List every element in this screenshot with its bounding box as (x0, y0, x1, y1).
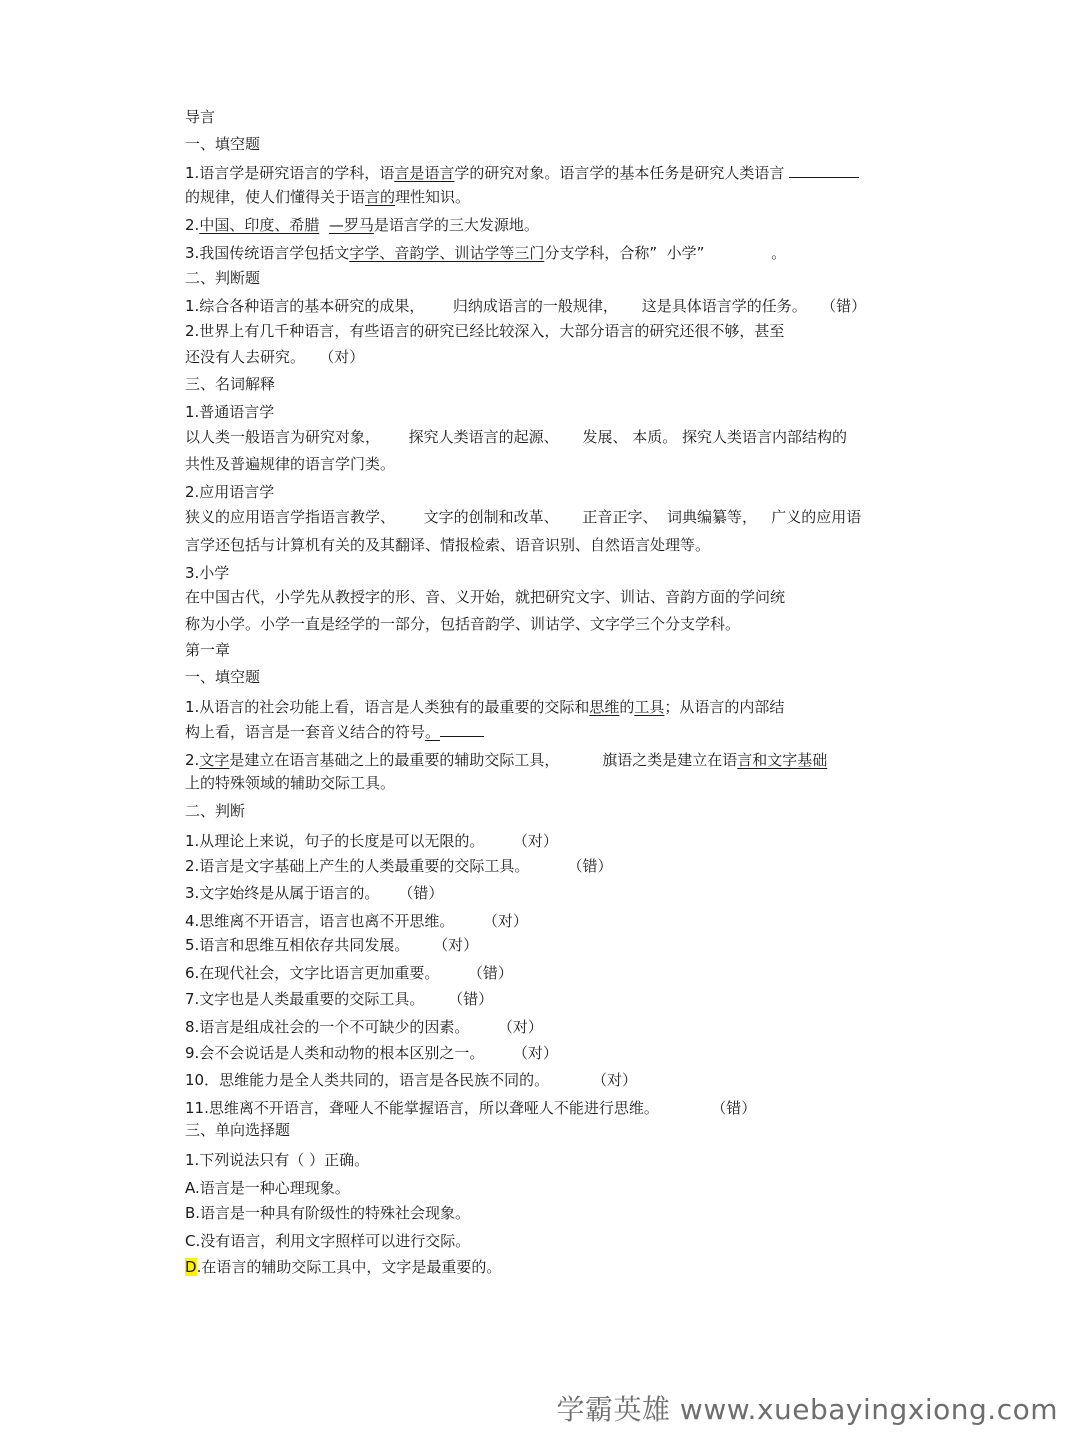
term-name-2: 2.应用语言学 (185, 483, 275, 501)
ch1-fill-1 (185, 697, 784, 717)
choice-option-d (185, 1257, 501, 1277)
fill-blank (440, 722, 484, 737)
text: 学的研究对象。语言学的基本任务是研究人类语言 (454, 164, 785, 182)
intro-fill-1 (185, 163, 859, 183)
text: 构上看，语言是一套音义结合的符号 (185, 723, 426, 741)
text: 2. (185, 216, 200, 234)
underlined-text: 工具 (634, 698, 665, 716)
underlined-text: 言的 (365, 188, 396, 206)
intro-judge-2-cont: 还没有人去研究。 （对） (185, 348, 365, 366)
intro-fill-heading: 一、填空题 (185, 135, 261, 153)
fill-blank (789, 163, 859, 178)
intro-fill-3 (185, 243, 786, 263)
term-def-1-cont: 共性及普遍规律的语言学门类。 (185, 455, 396, 473)
text: ；从语言的内部结 (664, 698, 785, 716)
ch1-judge-9: 9.会不会说话是人类和动物的根本区别之一。 （对） (185, 1044, 558, 1062)
text: 2. (185, 751, 200, 769)
text: .在语言的辅助交际工具中，文字是最重要的。 (196, 1258, 502, 1276)
ch1-judge-2: 2.语言是文字基础上产生的人类最重要的交际工具。 （错） (185, 857, 613, 875)
ch1-fill-heading: 一、填空题 (185, 668, 261, 686)
term-name-1: 1.普通语言学 (185, 403, 275, 421)
text: 是建立在语言基础之上的最重要的辅助交际工具， 旗语之类是建立在语 (229, 751, 738, 769)
term-def-3: 在中国古代，小学先从教授字的形、音、义开始，就把研究文字、训诂、音韵方面的学问统 (185, 588, 786, 606)
underlined-text: 思维 (589, 698, 620, 716)
intro-judge-1: 1.综合各种语言的基本研究的成果， 归纳成语言的一般规律， 这是具体语言学的任务。 （错） (185, 297, 867, 315)
intro-judge-heading: 二、判断题 (185, 269, 261, 287)
underlined-text: 字学、音韵学、训诂学等三门 (349, 244, 545, 262)
text: 的 (619, 698, 635, 716)
term-def-2: 狭义的应用语言学指语言教学、 文字的创制和改革、 正音正字、 词典编纂等， 广义的应用语 (185, 508, 862, 526)
underlined-text: 文字 (199, 751, 230, 769)
choice-option-b: B.语言是一种具有阶级性的特殊社会现象。 (185, 1204, 471, 1222)
choice-option-a: A.语言是一种心理现象。 (185, 1179, 350, 1197)
ch1-fill-2 (185, 750, 827, 770)
ch1-judge-10: 10．思维能力是全人类共同的，语言是各民族不同的。 （对） (185, 1071, 638, 1089)
term-name-3: 3.小学 (185, 564, 230, 582)
ch1-judge-4: 4.思维离不开语言，语言也离不开思维。 （对） (185, 912, 528, 930)
intro-term-heading: 三、名词解释 (185, 375, 276, 393)
ch1-judge-1: 1.从理论上来说，句子的长度是可以无限的。 （对） (185, 832, 558, 850)
intro-judge-2: 2.世界上有几千种语言，有些语言的研究已经比较深入，大部分语言的研究还很不够，甚至 (185, 322, 785, 340)
term-def-1: 以人类一般语言为研究对象， 探究人类语言的起源、 发展、 本质。 探究人类语言内部结构的 (185, 428, 847, 446)
text: 理性知识。 (395, 188, 471, 206)
ch1-judge-5: 5.语言和思维互相依存共同发展。 （对） (185, 936, 479, 954)
ch1-judge-8: 8.语言是组成社会的一个不可缺少的因素。 （对） (185, 1018, 543, 1036)
underlined-text: 言和文字基础 (737, 751, 828, 769)
text: 是语言学的三大发源地。 (373, 216, 539, 234)
ch1-fill-1-cont (185, 722, 484, 742)
underlined-text: 。 (425, 723, 441, 741)
ch1-judge-3: 3.文字始终是从属于语言的。 （错） (185, 884, 444, 902)
text: 1.语言学是研究语言的学科，语 (185, 164, 395, 182)
section-title-intro: 导言 (185, 108, 216, 126)
ch1-choice-heading: 三、单向选择题 (185, 1121, 291, 1139)
section-title-chapter1: 第一章 (185, 641, 231, 659)
text: 分支学科，合称” 小学” (544, 244, 705, 262)
ch1-judge-7: 7.文字也是人类最重要的交际工具。 （错） (185, 990, 494, 1008)
text: 。 (771, 244, 787, 262)
ch1-judge-11: 11.思维离不开语言，聋哑人不能掌握语言，所以聋哑人不能进行思维。 （错） (185, 1099, 757, 1117)
ch1-fill-2-cont: 上的特殊领域的辅助交际工具。 (185, 774, 396, 792)
underlined-text: 中国、印度、希腊 (199, 216, 320, 234)
ch1-choice-question: 1.下列说法只有（ ）正确。 (185, 1151, 370, 1169)
term-def-3-cont: 称为小学。小学一直是经学的一部分，包括音韵学、训诂学、文字学三个分支学科。 (185, 615, 741, 633)
highlighted-answer-letter: D (185, 1258, 197, 1276)
ch1-judge-heading: 二、判断 (185, 802, 246, 820)
text: 的规律，使人们懂得关于语 (185, 188, 366, 206)
intro-fill-1-cont (185, 187, 470, 207)
underlined-text: 言是语言 (394, 164, 455, 182)
choice-option-c: C.没有语言，利用文字照样可以进行交际。 (185, 1232, 471, 1250)
term-def-2-cont: 言学还包括与计算机有关的及其翻译、情报检索、语音识别、自然语言处理等。 (185, 536, 711, 554)
ch1-judge-6: 6.在现代社会，文字比语言更加重要。 （错） (185, 964, 513, 982)
site-watermark: 学霸英雄 www.xuebayingxiong.com (556, 1393, 1058, 1426)
underlined-text: —罗马 (328, 216, 374, 234)
text: 1.从语言的社会功能上看，语言是人类独有的最重要的交际和 (185, 698, 590, 716)
intro-fill-2 (185, 215, 539, 235)
text: 3.我国传统语言学包括文 (185, 244, 350, 262)
